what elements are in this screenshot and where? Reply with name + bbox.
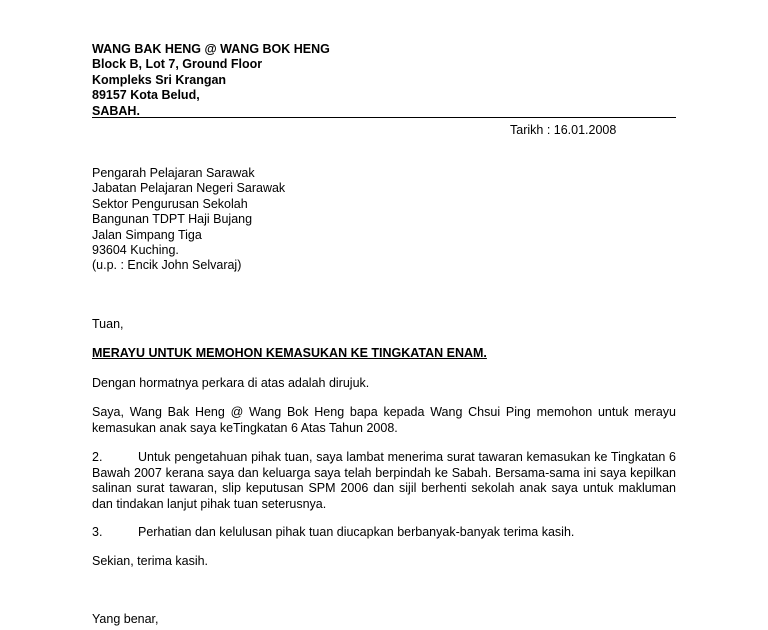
paragraph-request: Saya, Wang Bak Heng @ Wang Bok Heng bapa kepada Wang Chsui Ping memohon untuk merayu kemasukan anak saya keTingkatan 6 Atas Tahun 2008. [92, 405, 676, 435]
letter-date: Tarikh : 16.01.2008 [510, 123, 617, 137]
recipient-line: Jabatan Pelajaran Negeri Sarawak [92, 181, 286, 196]
paragraph-text: Untuk pengetahuan pihak tuan, saya lambat menerima surat tawaran kemasukan ke Tingkatan 6 Bawah 2007 kerana saya dan keluarga saya telah berpindah ke Sabah. Bersama-sama ini saya kepilkan salinan surat tawaran, slip keputusan SPM 2006 dan sijil berhenti sekolah anak saya untuk makluman dan tindakan lanjut pihak tuan seterusnya. [92, 450, 676, 511]
recipient-line: 93604 Kuching. [92, 243, 179, 258]
recipient-line: Jalan Simpang Tiga [92, 227, 202, 242]
recipient-block [92, 166, 285, 274]
paragraph-reference: Dengan hormatnya perkara di atas adalah dirujuk. [92, 376, 370, 390]
sign-off: Yang benar, [92, 612, 159, 626]
closing-line: Sekian, terima kasih. [92, 554, 209, 568]
paragraph-text: Perhatian dan kelulusan pihak tuan diucapkan berbanyak-banyak terima kasih. [138, 525, 575, 539]
sender-address-line: 89157 Kota Belud, [92, 88, 200, 103]
recipient-line: Bangunan TDPT Haji Bujang [92, 212, 253, 227]
letter-subject: MERAYU UNTUK MEMOHON KEMASUKAN KE TINGKATAN ENAM. [92, 346, 487, 360]
sender-address-line: Kompleks Sri Krangan [92, 72, 227, 87]
sender-address-line: SABAH. [92, 103, 140, 118]
sender-block [92, 42, 330, 119]
sender-address-line: Block B, Lot 7, Ground Floor [92, 57, 263, 72]
recipient-line: Sektor Pengurusan Sekolah [92, 196, 248, 211]
paragraph-thanks [92, 525, 676, 541]
paragraph-number: 3. [92, 525, 103, 539]
salutation: Tuan, [92, 317, 124, 331]
recipient-line: Pengarah Pelajaran Sarawak [92, 166, 255, 180]
header-divider [92, 117, 676, 118]
sender-name: WANG BAK HENG @ WANG BOK HENG [92, 42, 330, 56]
paragraph-explanation [92, 450, 676, 512]
recipient-attention: (u.p. : Encik John Selvaraj) [92, 258, 242, 273]
paragraph-number: 2. [92, 450, 103, 464]
